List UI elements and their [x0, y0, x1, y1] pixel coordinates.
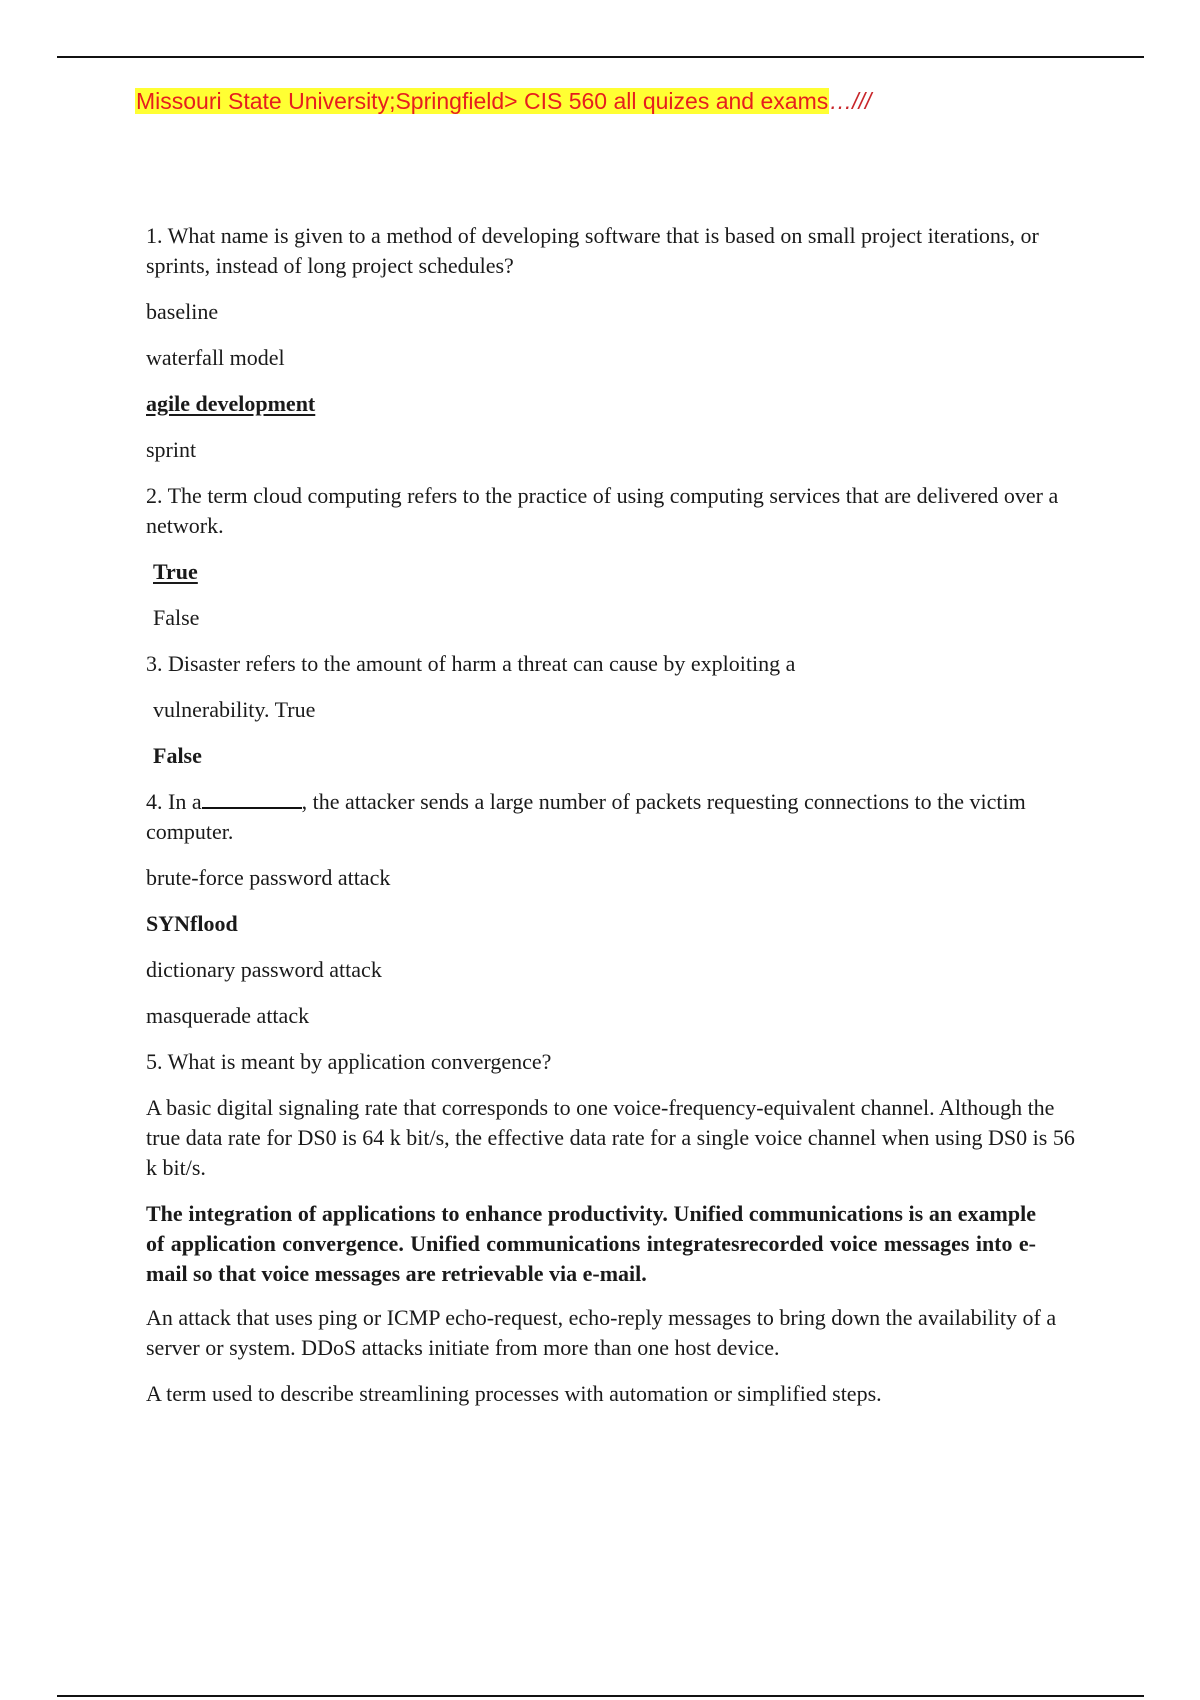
answer-blank: [202, 787, 302, 809]
quiz-body: [146, 221, 1086, 1425]
correct-answer: agile development: [146, 391, 316, 416]
option: False: [153, 605, 200, 630]
question-number: 2.: [146, 483, 163, 508]
option: dictionary password attack: [146, 957, 382, 982]
question-3: [146, 649, 1086, 679]
bottom-rule: [57, 1695, 1144, 1697]
question-text: The term cloud computing refers to the practice of using computing services that are delivered over a network.: [146, 483, 1059, 538]
question-text: Disaster refers to the amount of harm a threat can cause by exploiting a: [168, 651, 796, 676]
correct-answer: SYNflood: [146, 911, 238, 936]
document-title-suffix: …///: [829, 88, 872, 114]
question-text: What name is given to a method of developing software that is based on small project iterations, or sprints, instead of long project schedules?: [146, 223, 1039, 278]
option: A basic digital signaling rate that corresponds to one voice-frequency-equivalent channel. Although the true data rate for DS0 is 64 k bit/s, the effective data rate for a single voice channel when using DS0 is 56 k bit/s.: [146, 1095, 1075, 1180]
question-text: What is meant by application convergence?: [167, 1049, 552, 1074]
question-number: 1.: [146, 223, 163, 248]
question-4: [146, 787, 1086, 847]
correct-answer: False: [153, 743, 202, 768]
document-title-highlight: Missouri State University;Springfield> CIS 560 all quizes and exams: [136, 88, 829, 114]
option: sprint: [146, 437, 197, 462]
option: brute-force password attack: [146, 865, 391, 890]
question-5: [146, 1047, 1086, 1077]
question-number: 5.: [146, 1049, 163, 1074]
option: An attack that uses ping or ICMP echo-request, echo-reply messages to bring down the availability of a server or system. DDoS attacks initiate from more than one host device.: [146, 1305, 1057, 1360]
correct-answer: True: [153, 559, 198, 584]
question-text-before-blank: In a: [168, 789, 202, 814]
top-rule: [57, 56, 1144, 58]
question-3-continuation: vulnerability. True: [153, 697, 316, 722]
question-number: 4.: [146, 789, 163, 814]
option: baseline: [146, 299, 219, 324]
question-text-after-blank: , the attacker sends a large number of packets requesting connections to the victim computer.: [146, 789, 1026, 844]
option: masquerade attack: [146, 1003, 310, 1028]
option: A term used to describe streamlining processes with automation or simplified steps.: [146, 1381, 882, 1406]
question-2: [146, 481, 1086, 541]
correct-answer: The integration of applications to enhance productivity. Unified communications is an example of application convergence. Unified communications integratesrecorded voice messages into e-mail so that voice messages are retrievable via e-mail.: [146, 1201, 1036, 1286]
document-title: [135, 86, 871, 116]
question-1: [146, 221, 1086, 281]
option: waterfall model: [146, 345, 285, 370]
question-number: 3.: [146, 651, 163, 676]
